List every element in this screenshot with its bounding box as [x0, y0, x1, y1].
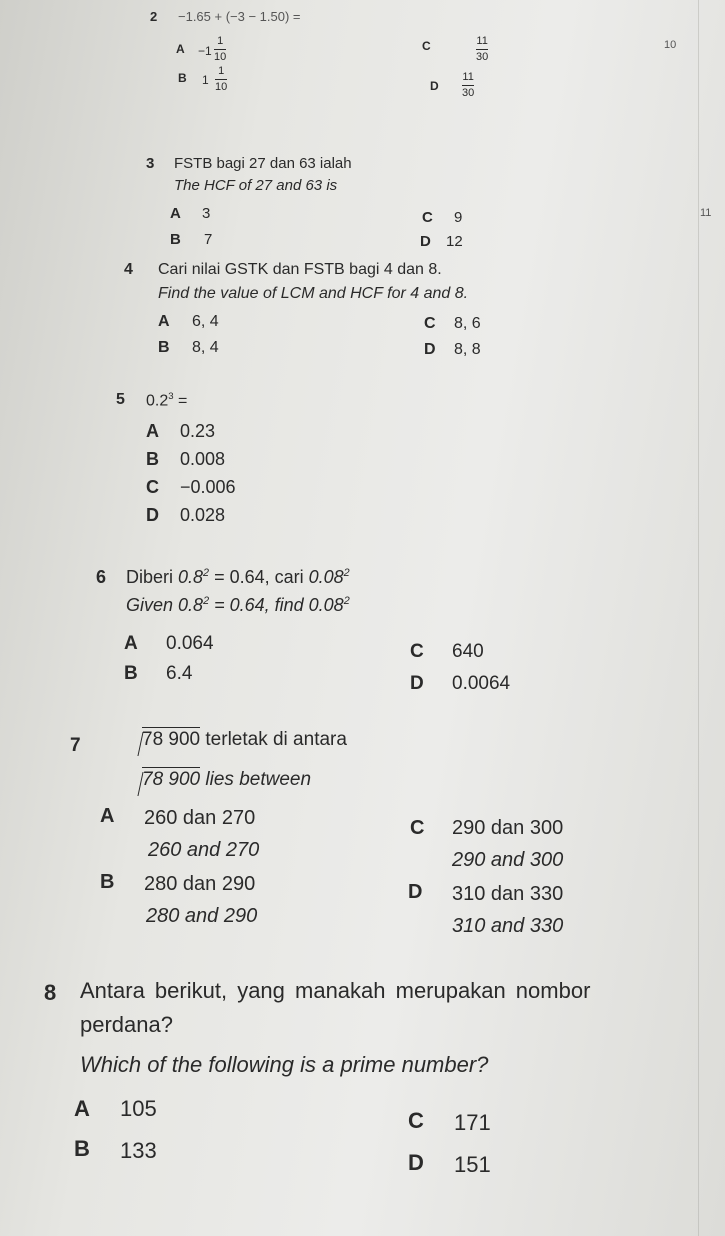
question-stem-en: Find the value of LCM and HCF for 4 and 8.: [158, 285, 469, 302]
question-stem-ms: [126, 568, 350, 586]
stem-tail: lies between: [200, 769, 312, 790]
option-letter: B: [100, 871, 115, 893]
option-text-ms: 290 dan 300: [452, 817, 564, 839]
option-text-ms: 310 dan 330: [452, 883, 564, 905]
option-text: 6, 4: [192, 313, 219, 330]
option-letter: B: [158, 339, 170, 356]
given-base: 0.8: [178, 595, 204, 615]
margin-line: [698, 0, 699, 1236]
denominator: 10: [214, 51, 227, 63]
option-text: 8, 4: [192, 339, 219, 356]
denominator: 30: [476, 51, 489, 63]
option-text-en: 310 and 330: [452, 915, 564, 937]
option-letter: A: [158, 313, 170, 330]
option-letter: A: [100, 805, 115, 827]
radicand: 78 900: [142, 729, 201, 750]
option-letter: B: [146, 449, 159, 469]
question-stem: −1.65 + (−3 − 1.50) =: [178, 9, 301, 24]
option-text: 105: [120, 1096, 157, 1121]
square-root: [128, 730, 200, 749]
option-text: 8, 8: [454, 341, 481, 358]
option-text: 0.008: [180, 449, 226, 469]
option-letter: A: [124, 633, 138, 654]
option-letter: C: [424, 315, 436, 332]
find-base: 0.08: [308, 595, 344, 615]
option-letter: A: [146, 421, 159, 441]
option-text: 0.23: [180, 421, 216, 441]
question-stem-ms-line2: perdana?: [80, 1012, 173, 1037]
numerator: 1: [217, 35, 224, 47]
option-text-en: 280 and 290: [146, 905, 258, 927]
stem-middle: = 0.64, cari: [209, 567, 309, 587]
option-text: −0.006: [180, 477, 236, 497]
stem-word: Given: [126, 595, 179, 615]
question-stem-ms: FSTB bagi 27 dan 63 ialah: [174, 155, 352, 172]
option-letter: C: [408, 1108, 424, 1133]
question-number: 8: [44, 980, 57, 1005]
option-prefix: 1: [202, 73, 209, 87]
option-letter: D: [146, 505, 159, 525]
option-letter: A: [74, 1096, 90, 1121]
question-stem-en: [128, 770, 311, 789]
option-text-en: 260 and 270: [148, 839, 260, 861]
question-number: 4: [124, 261, 133, 278]
numerator: 11: [462, 71, 474, 83]
stem-word: Diberi: [126, 567, 179, 587]
option-text: 7: [204, 231, 213, 248]
radicand: 78 900: [142, 769, 201, 790]
option-letter: D: [410, 673, 424, 694]
option-letter: C: [422, 209, 433, 226]
stem-tail: =: [173, 392, 188, 410]
find-exponent: 2: [343, 595, 350, 607]
numerator: 1: [218, 65, 225, 77]
option-letter: B: [178, 71, 187, 85]
margin-mark: 10: [664, 39, 677, 51]
option-text-en: 290 and 300: [452, 849, 564, 871]
option-fraction: [476, 36, 488, 63]
option-letter: B: [124, 663, 138, 684]
question-stem-en: The HCF of 27 and 63 is: [174, 177, 338, 194]
numerator: 11: [476, 35, 488, 47]
find-base: 0.08: [308, 567, 344, 587]
stem-tail: terletak di antara: [200, 729, 347, 750]
option-letter: D: [408, 1150, 424, 1175]
option-letter: D: [430, 79, 439, 93]
find-exponent: 2: [343, 567, 350, 579]
stem-exponent: 3: [168, 391, 174, 402]
option-letter: D: [408, 881, 423, 903]
question-stem-ms: [128, 730, 347, 749]
option-text: 8, 6: [454, 315, 481, 332]
option-letter: C: [410, 641, 424, 662]
option-fraction: [214, 36, 226, 63]
option-fraction: [462, 72, 474, 99]
stem-middle: = 0.64, find: [209, 595, 309, 615]
option-text: 171: [454, 1110, 491, 1135]
option-text: 151: [454, 1152, 491, 1177]
question-number: 5: [116, 391, 125, 408]
option-text: 133: [120, 1138, 157, 1163]
option-text-ms: 260 dan 270: [144, 807, 256, 829]
option-letter: B: [74, 1136, 90, 1161]
given-exponent: 2: [203, 595, 210, 607]
option-fraction: [215, 66, 227, 93]
option-letter: C: [146, 477, 159, 497]
option-letter: A: [176, 42, 185, 56]
question-stem: [146, 392, 187, 409]
option-text: 12: [446, 233, 463, 250]
option-text-ms: 280 dan 290: [144, 873, 256, 895]
denominator: 10: [215, 81, 228, 93]
option-letter: D: [420, 233, 431, 250]
question-number: 2: [150, 9, 158, 24]
option-letter: C: [422, 39, 431, 53]
option-text: 6.4: [166, 663, 193, 684]
question-stem-ms: Cari nilai GSTK dan FSTB bagi 4 dan 8.: [158, 261, 442, 278]
question-stem-en: [126, 596, 350, 614]
question-stem-ms-line1: Antara berikut, yang manakah merupakan nombor: [80, 978, 591, 1003]
margin-mark: 11: [700, 207, 712, 219]
option-text: 0.0064: [452, 673, 511, 694]
square-root: [128, 770, 200, 789]
question-stem-en: Which of the following is a prime number?: [80, 1052, 489, 1077]
option-letter: D: [424, 341, 436, 358]
given-base: 0.8: [178, 567, 204, 587]
option-prefix: −1: [198, 44, 212, 58]
option-letter: C: [410, 817, 425, 839]
option-letter: A: [170, 205, 181, 222]
option-text: 0.028: [180, 505, 226, 525]
option-letter: B: [170, 231, 181, 248]
option-text: 640: [452, 641, 484, 662]
option-text: 0.064: [166, 633, 214, 654]
option-text: 9: [454, 209, 463, 226]
question-number: 7: [70, 735, 81, 756]
option-text: 3: [202, 205, 211, 222]
question-number: 3: [146, 155, 155, 172]
stem-base: 0.2: [146, 392, 169, 410]
question-number: 6: [96, 567, 107, 587]
denominator: 30: [462, 87, 475, 99]
given-exponent: 2: [203, 567, 210, 579]
